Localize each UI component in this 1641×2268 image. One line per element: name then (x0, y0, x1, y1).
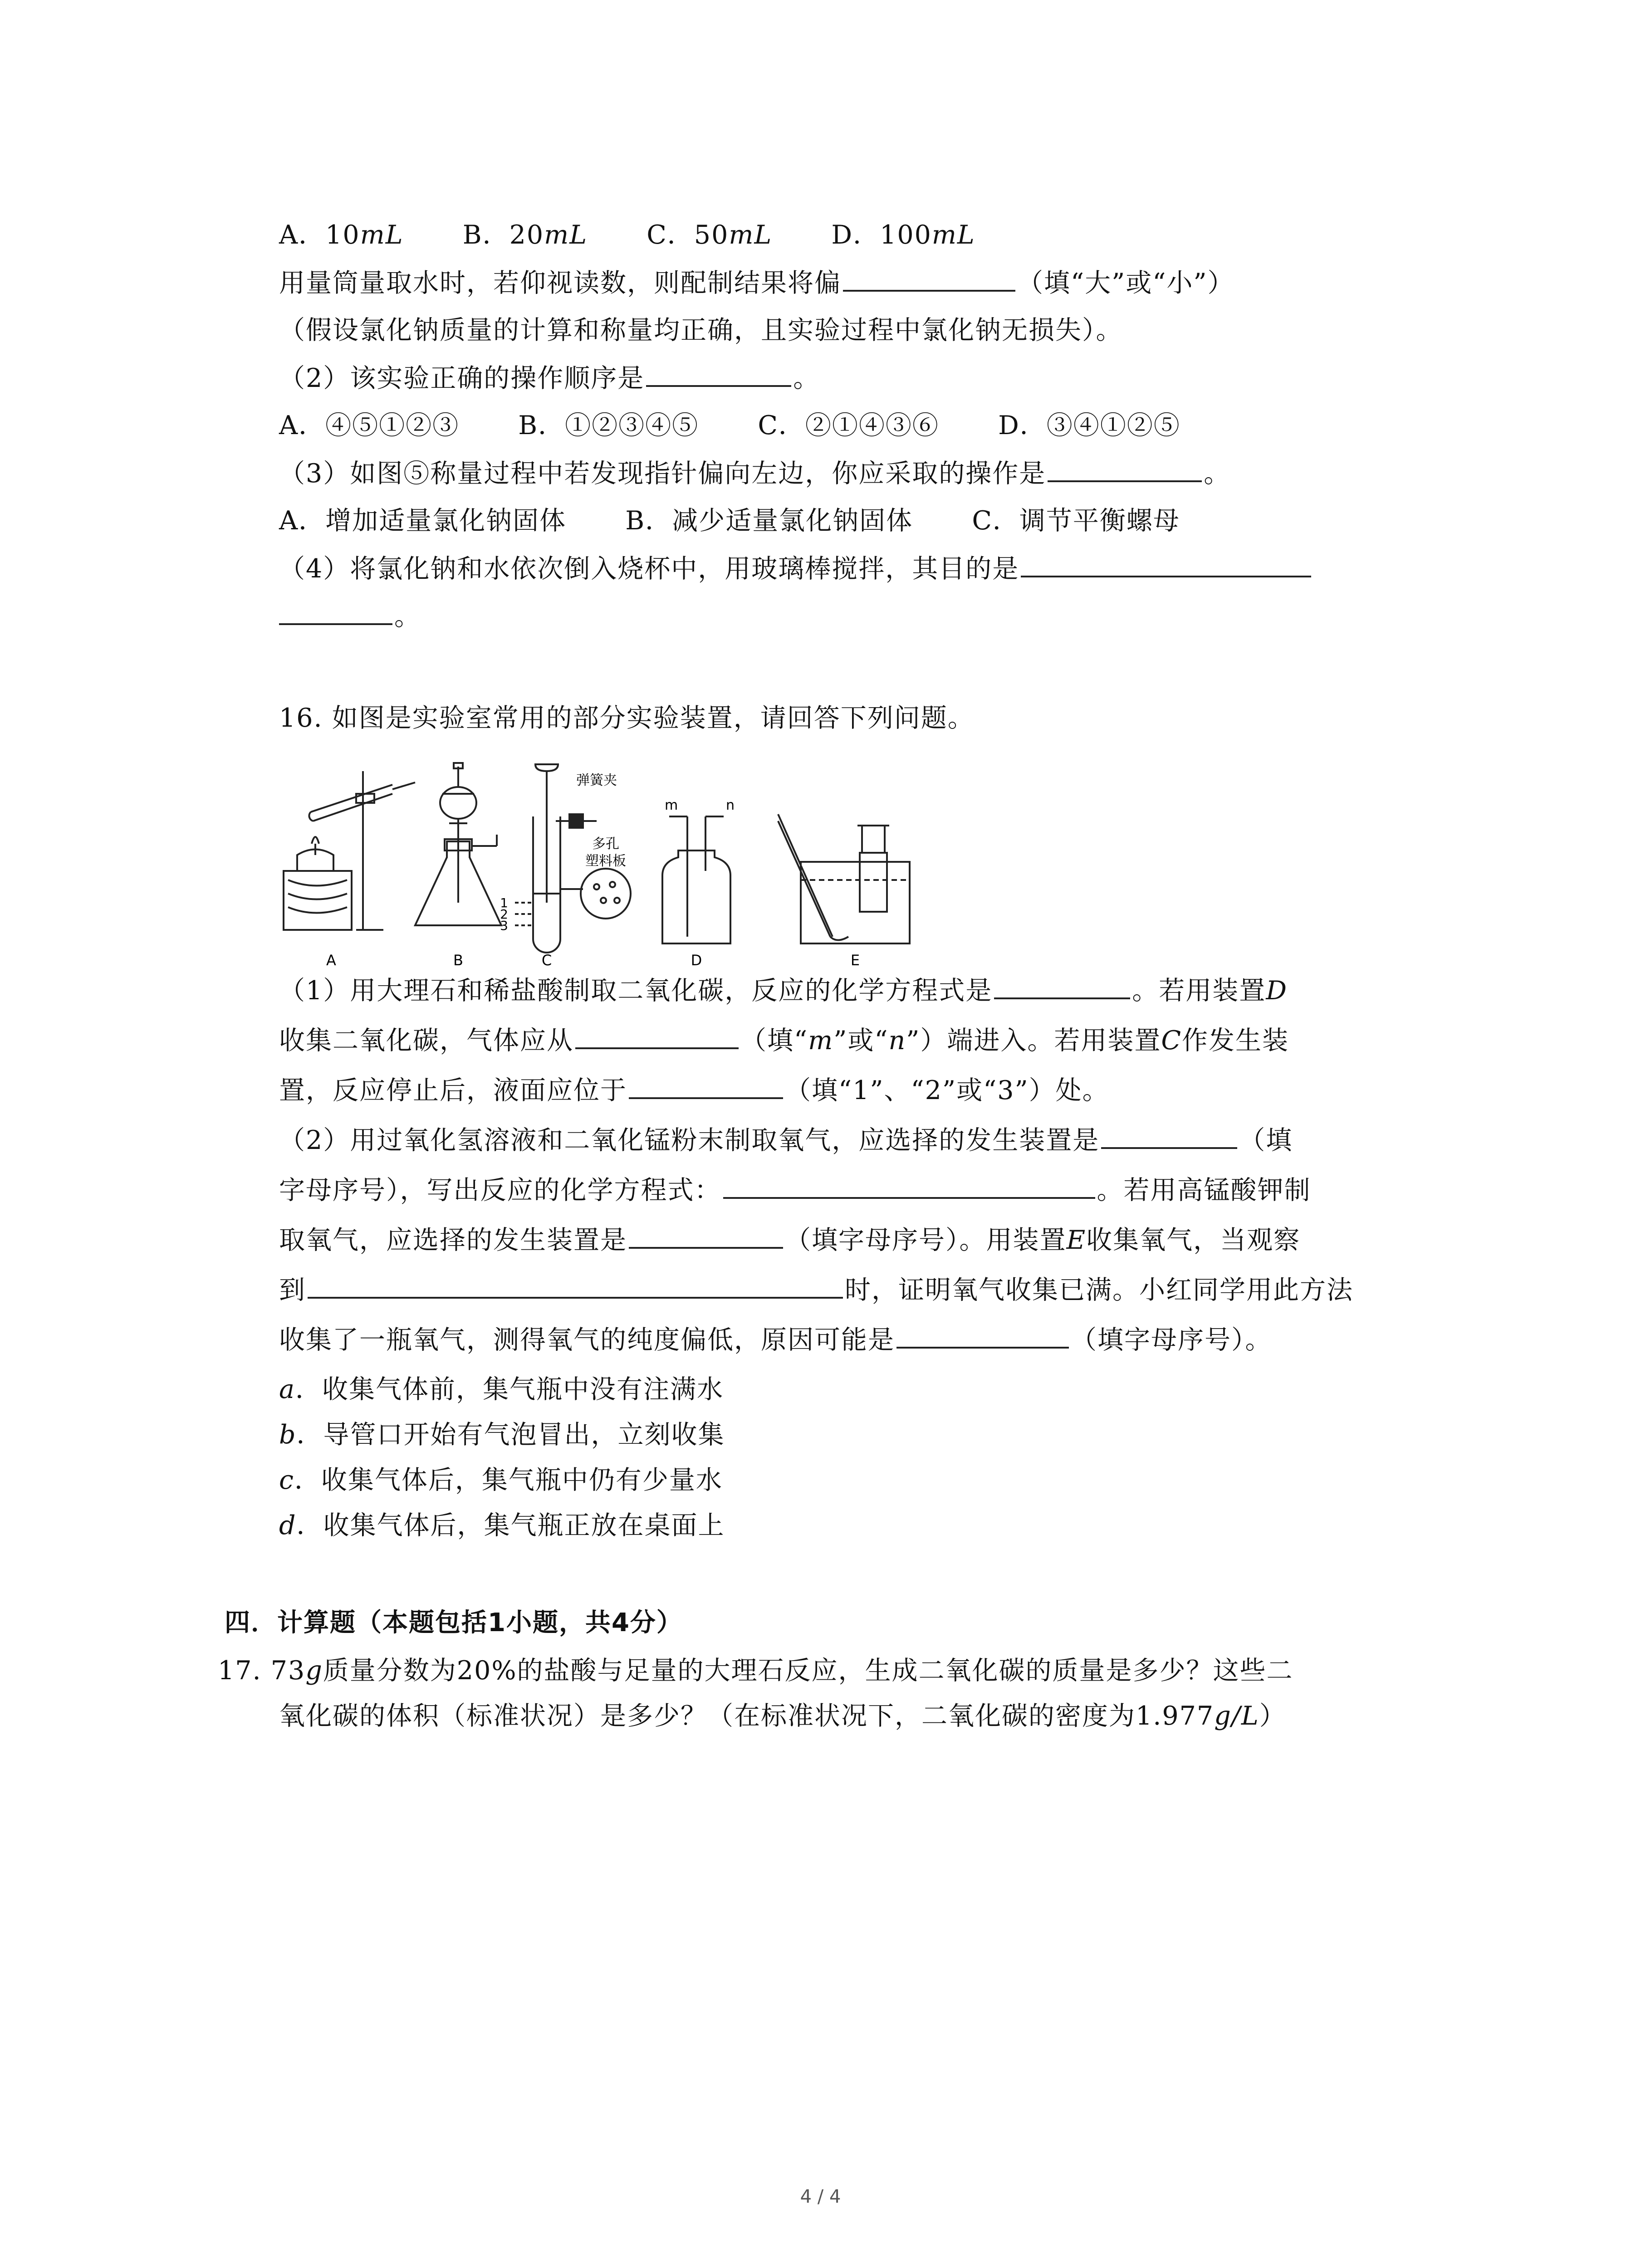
q16-stem: 16. 如图是实验室常用的部分实验装置，请回答下列问题。 (279, 703, 975, 733)
q15-part4-end: 。 (279, 599, 421, 634)
q15-assumption-line: （假设氯化钠质量的计算和称量均正确，且实验过程中氯化钠无损失）。 (279, 315, 1123, 345)
apparatus-b (415, 763, 501, 925)
q16-choice-a: a．收集气体前，集气瓶中没有注满水 (279, 1374, 724, 1404)
label-c: C (541, 952, 552, 969)
answer-blank[interactable] (843, 265, 1015, 292)
q16-part1-line1: （1）用大理石和稀盐酸制取二氧化碳，反应的化学方程式是 。若用装置D (279, 973, 1288, 1008)
apparatus-e (778, 814, 910, 943)
q16-part1-line2: 收集二氧化碳，气体应从 （填“m”或“n”）端进入。若用装置C作发生装 (279, 1023, 1289, 1058)
q16-part2-line4: 到 时，证明氧气收集已满。小红同学用此方法 (279, 1272, 1353, 1307)
label-level-3: 3 (500, 918, 508, 933)
answer-blank[interactable] (723, 1173, 1095, 1199)
apparatus-a (284, 771, 415, 930)
q16-choice-c: c．收集气体后，集气瓶中仍有少量水 (279, 1465, 723, 1495)
label-d: D (691, 952, 702, 969)
label-a: A (326, 952, 336, 969)
q15-part2: （2）该实验正确的操作顺序是 。 (279, 361, 820, 396)
answer-blank[interactable] (994, 973, 1130, 999)
section-4-title: 四．计算题（本题包括1小题，共4分） (225, 1608, 683, 1637)
answer-blank[interactable] (646, 361, 791, 387)
q16-part2-line2: 字母序号），写出反应的化学方程式： 。若用高锰酸钾制 (279, 1173, 1311, 1207)
answer-blank[interactable] (1048, 456, 1202, 482)
page-number: 4 / 4 (800, 2186, 841, 2207)
q15-order-options: A．④⑤①②③ B．①②③④⑤ C．②①④③⑥ D．③④①②⑤ (279, 411, 1181, 440)
answer-blank[interactable] (308, 1272, 843, 1299)
answer-blank[interactable] (896, 1322, 1069, 1349)
q15-water-reading-line: 用量筒量取水时，若仰视读数，则配制结果将偏 （填“大”或“小”） (279, 265, 1234, 300)
label-e: E (850, 952, 860, 969)
label-m: m (665, 797, 678, 813)
q16-part2-line5: 收集了一瓶氧气，测得氧气的纯度偏低，原因可能是 （填字母序号）。 (279, 1322, 1272, 1357)
label-plastic-plate: 塑料板 (585, 853, 626, 869)
answer-blank[interactable] (279, 599, 392, 625)
q16-part1-line3: 置，反应停止后，液面应位于 （填“1”、“2”或“3”）处。 (279, 1073, 1109, 1108)
label-spring-clip: 弹簧夹 (576, 772, 617, 788)
label-perforated: 多孔 (592, 836, 619, 852)
label-level-2: 2 (500, 907, 508, 922)
q16-choice-d: d．收集气体后，集气瓶正放在桌面上 (279, 1510, 725, 1540)
q16-part2-line1: （2）用过氧化氢溶液和二氧化锰粉末制取氧气，应选择的发生装置是 （填 (279, 1123, 1293, 1158)
q16-part2-line3: 取氧气，应选择的发生装置是 （填字母序号）。用装置E收集氧气，当观察 (279, 1222, 1300, 1257)
q17-line2: 氧化碳的体积（标准状况）是多少？（在标准状况下，二氧化碳的密度为1.977g/L） (279, 1701, 1286, 1731)
answer-blank[interactable] (629, 1073, 783, 1099)
answer-blank[interactable] (629, 1222, 783, 1249)
answer-blank[interactable] (1101, 1123, 1237, 1149)
q15-part3: （3）如图⑤称量过程中若发现指针偏向左边，你应采取的操作是 。 (279, 456, 1230, 491)
answer-blank[interactable] (1021, 551, 1311, 577)
answer-blank[interactable] (575, 1023, 739, 1049)
q17-line1: 17. 73g质量分数为20%的盐酸与足量的大理石反应，生成二氧化碳的质量是多少？这些二 (218, 1656, 1293, 1686)
q15-volume-options: A．10mL B．20mL C．50mL D．100mL (279, 220, 975, 250)
q16-choice-b: b．导管口开始有气泡冒出，立刻收集 (279, 1420, 725, 1450)
apparatus-d (662, 816, 730, 943)
label-n: n (726, 797, 735, 813)
q15-operation-options: A．增加适量氯化钠固体 B．减少适量氯化钠固体 C．调节平衡螺母 (279, 506, 1180, 536)
label-level-1: 1 (500, 895, 508, 910)
q15-part4: （4）将氯化钠和水依次倒入烧杯中，用玻璃棒搅拌，其目的是 (279, 551, 1313, 586)
label-b: B (453, 952, 463, 969)
lab-apparatus-figure (279, 758, 914, 971)
